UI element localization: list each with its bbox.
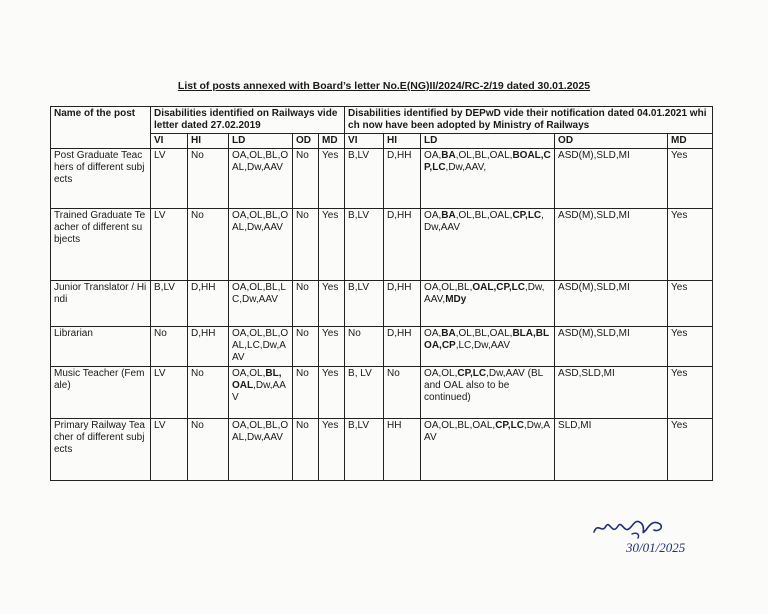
ld-part: ,OL,BL,OAL, <box>455 328 513 339</box>
depwd-ld <box>421 419 555 481</box>
depwd-hi: HH <box>384 419 421 481</box>
ld-part: OA, <box>424 150 442 161</box>
railways-vi: No <box>151 327 188 367</box>
sub-header-ld: LD <box>421 134 555 149</box>
ld-part-bold: BL,OAL <box>232 368 282 391</box>
depwd-vi: No <box>345 327 384 367</box>
post-name: Primary Railway Teacher of different subjects <box>51 419 151 481</box>
sub-header-hi: HI <box>384 134 421 149</box>
railways-hi: No <box>188 149 229 209</box>
ld-part: ,Dw,AAV <box>232 380 286 403</box>
depwd-vi: B,LV <box>345 149 384 209</box>
depwd-od: ASD,SLD,MI <box>555 367 668 419</box>
depwd-ld <box>421 281 555 327</box>
sub-header-row <box>51 134 713 149</box>
depwd-vi: B,LV <box>345 281 384 327</box>
sub-header-od: OD <box>293 134 319 149</box>
depwd-od: ASD(M),SLD,MI <box>555 209 668 281</box>
table-row <box>51 367 713 419</box>
depwd-od: ASD(M),SLD,MI <box>555 327 668 367</box>
railways-ld: OA,OL,BL,OAL,LC,Dw,AAV <box>229 327 293 367</box>
ld-part-bold: BLA,BLOA,CP <box>424 328 550 351</box>
ld-part: OA, <box>424 210 442 221</box>
ld-part-bold: CP,LC <box>512 210 542 221</box>
railways-hi: No <box>188 209 229 281</box>
post-name: Music Teacher (Female) <box>51 367 151 419</box>
depwd-ld <box>421 209 555 281</box>
depwd-vi: B,LV <box>345 419 384 481</box>
railways-od: No <box>293 149 319 209</box>
ld-part-bold: CP,LC <box>495 420 524 431</box>
railways-od: No <box>293 419 319 481</box>
posts-table <box>50 106 713 481</box>
railways-vi: LV <box>151 367 188 419</box>
ld-part: OA,OL,BL,OAL, <box>424 420 496 431</box>
railways-ld: OA,OL,BL,LC,Dw,AAV <box>229 281 293 327</box>
railways-md: Yes <box>319 281 345 327</box>
depwd-md: Yes <box>668 149 713 209</box>
ld-part: OA, <box>424 328 442 339</box>
ld-part: ,Dw,AAV <box>424 420 551 443</box>
header-row <box>51 107 713 134</box>
depwd-hi: No <box>384 367 421 419</box>
depwd-ld <box>421 149 555 209</box>
table-row <box>51 281 713 327</box>
railways-vi: LV <box>151 419 188 481</box>
post-name: Trained Graduate Teacher of different subjects <box>51 209 151 281</box>
sub-header-ld: LD <box>229 134 293 149</box>
depwd-hi: D,HH <box>384 327 421 367</box>
railways-hi: D,HH <box>188 281 229 327</box>
post-name: Junior Translator / Hindi <box>51 281 151 327</box>
depwd-ld <box>421 327 555 367</box>
depwd-md: Yes <box>668 209 713 281</box>
depwd-hi: D,HH <box>384 281 421 327</box>
railways-od: No <box>293 281 319 327</box>
signature-date: 30/01/2025 <box>626 540 686 555</box>
railways-ld <box>229 367 293 419</box>
ld-part-bold: BA <box>441 210 456 221</box>
sub-header-md: MD <box>319 134 345 149</box>
ld-part: ,Dw,AAV, <box>424 282 545 305</box>
table-row <box>51 149 713 209</box>
railways-od: No <box>293 367 319 419</box>
depwd-md: Yes <box>668 327 713 367</box>
railways-hi: No <box>188 419 229 481</box>
railways-od: No <box>293 209 319 281</box>
ld-part: OA,OL,BL, <box>424 282 473 293</box>
sub-header-vi: VI <box>345 134 384 149</box>
railways-ld: OA,OL,BL,OAL,Dw,AAV <box>229 209 293 281</box>
railways-ld: OA,OL,BL,OAL,Dw,AAV <box>229 149 293 209</box>
depwd-od: ASD(M),SLD,MI <box>555 281 668 327</box>
sub-header-vi: VI <box>151 134 188 149</box>
signature <box>588 510 728 560</box>
railways-vi: LV <box>151 209 188 281</box>
depwd-od: SLD,MI <box>555 419 668 481</box>
table-row <box>51 419 713 481</box>
depwd-vi: B,LV <box>345 209 384 281</box>
ld-part: OA,OL, <box>232 368 266 379</box>
col-post-header: Name of the post <box>51 107 151 149</box>
depwd-hi: D,HH <box>384 149 421 209</box>
post-name: Post Graduate Teachers of different subjects <box>51 149 151 209</box>
railways-md: Yes <box>319 367 345 419</box>
group-depwd-header: Disabilities identified by DEPwD vide their notification dated 04.01.2021 which now have been adopted by Ministry of Railways <box>345 107 713 134</box>
depwd-vi: B, LV <box>345 367 384 419</box>
sub-header-od: OD <box>555 134 668 149</box>
depwd-hi: D,HH <box>384 209 421 281</box>
depwd-ld <box>421 367 555 419</box>
ld-part: ,OL,BL,OAL, <box>455 210 513 221</box>
depwd-md: Yes <box>668 367 713 419</box>
depwd-md: Yes <box>668 281 713 327</box>
railways-hi: D,HH <box>188 327 229 367</box>
ld-part: ,Dw,AAV <box>424 210 544 233</box>
railways-md: Yes <box>319 209 345 281</box>
table-row <box>51 327 713 367</box>
railways-hi: No <box>188 367 229 419</box>
railways-ld: OA,OL,BL,OAL,Dw,AAV <box>229 419 293 481</box>
ld-part: ,LC,Dw,AAV <box>455 340 510 351</box>
ld-part: ,OL,BL,OAL, <box>455 150 513 161</box>
table-row <box>51 209 713 281</box>
document-title: List of posts annexed with Board’s letter No.E(NG)II/2024/RC-2/19 dated 30.01.2025 <box>177 80 591 92</box>
ld-part-bold: BOAL,CP,LC <box>424 150 551 173</box>
railways-md: Yes <box>319 149 345 209</box>
depwd-od: ASD(M),SLD,MI <box>555 149 668 209</box>
ld-part: ,Dw,AAV (BL and OAL also to be continued) <box>424 368 543 403</box>
ld-part-bold: MDy <box>445 294 467 305</box>
railways-od: No <box>293 327 319 367</box>
ld-part-bold: OAL,CP,LC <box>472 282 526 293</box>
railways-md: Yes <box>319 327 345 367</box>
railways-vi: LV <box>151 149 188 209</box>
railways-md: Yes <box>319 419 345 481</box>
ld-part-bold: BA <box>441 150 456 161</box>
railways-vi: B,LV <box>151 281 188 327</box>
group-railways-header: Disabilities identified on Railways vide letter dated 27.02.2019 <box>151 107 345 134</box>
ld-part: ,Dw,AAV, <box>445 162 487 173</box>
sub-header-md: MD <box>668 134 713 149</box>
ld-part-bold: CP,LC <box>457 368 487 379</box>
ld-part: OA,OL, <box>424 368 458 379</box>
ld-part-bold: BA <box>441 328 456 339</box>
post-name: Librarian <box>51 327 151 367</box>
depwd-md: Yes <box>668 419 713 481</box>
sub-header-hi: HI <box>188 134 229 149</box>
